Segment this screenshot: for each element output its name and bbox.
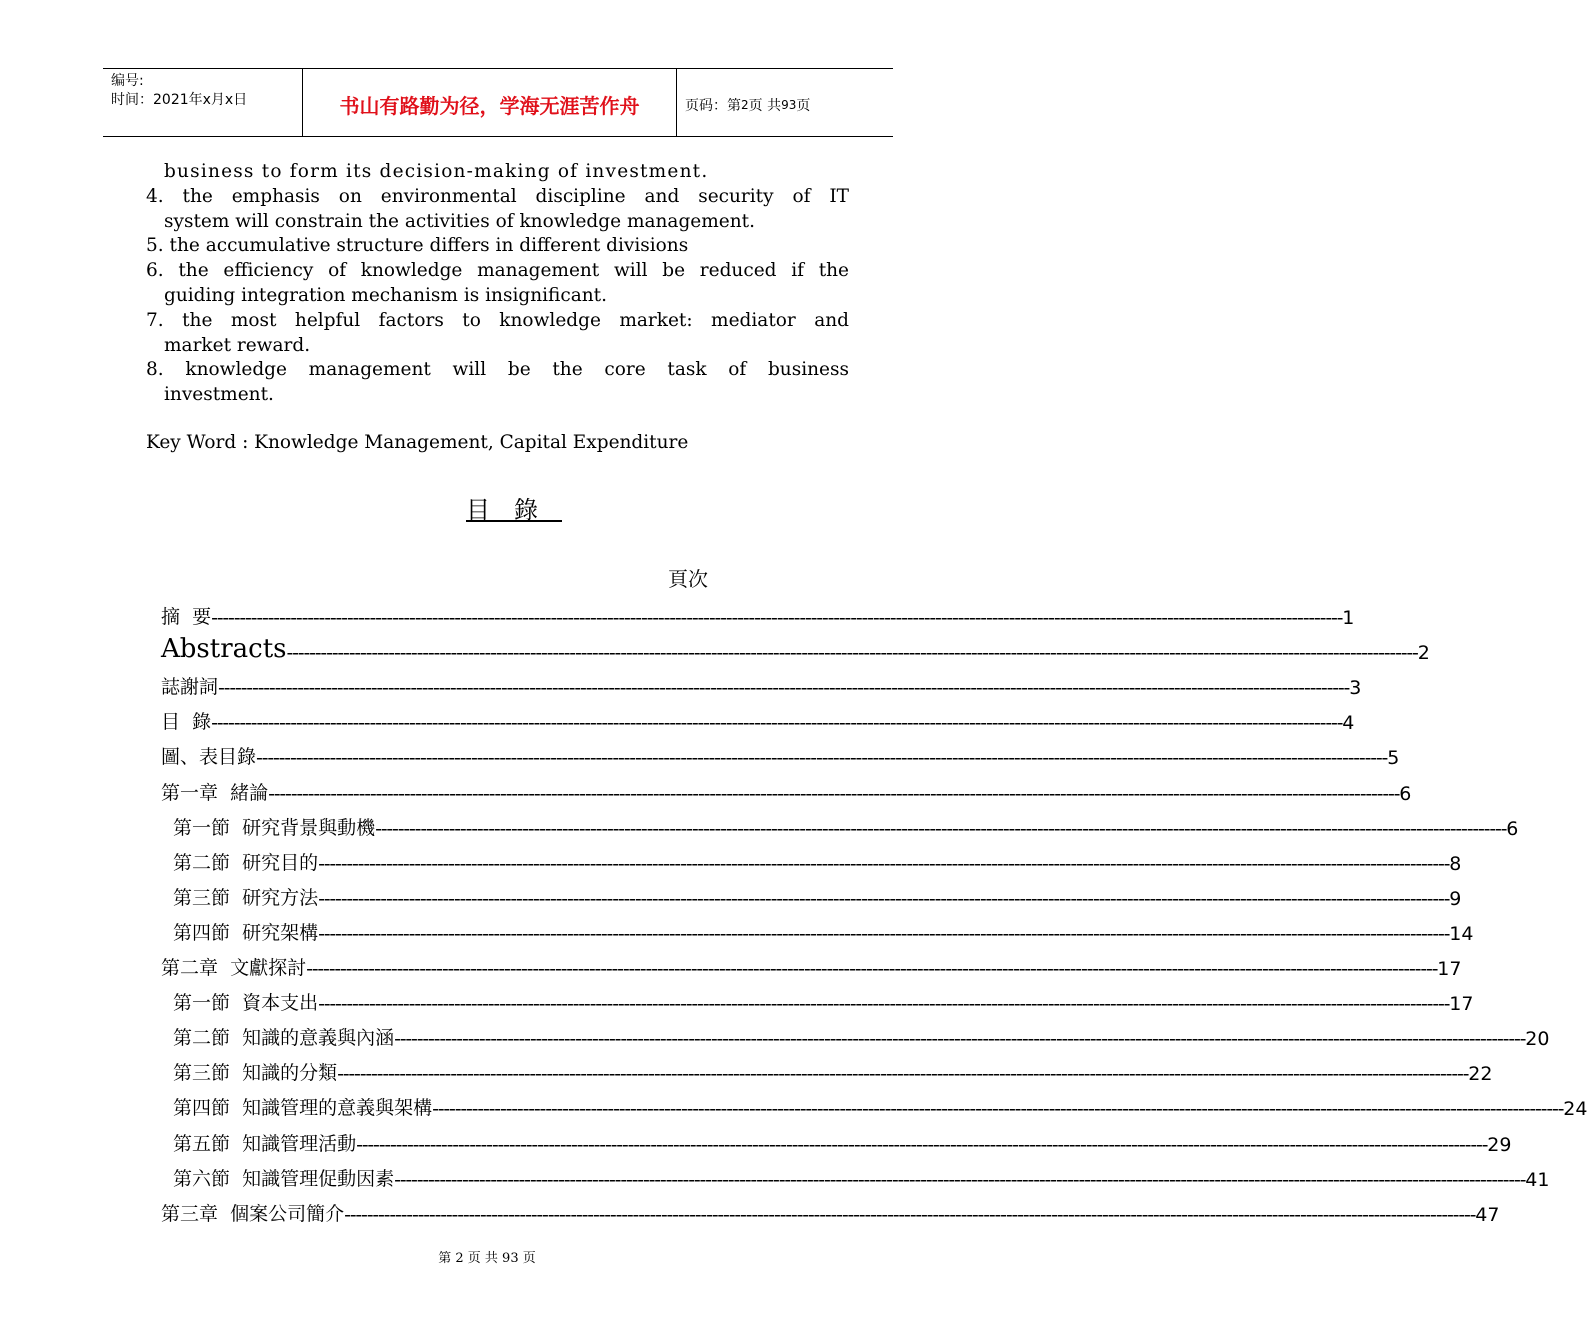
toc-entry-page: 6 [1399, 782, 1412, 805]
time-label: 时间：2021年x月x日 [111, 92, 248, 108]
page-label-prefix: 页码：第 [685, 97, 741, 114]
toc-leader: -------------------------------------------------------------------------------------------------------------------------------------------------------------------------------------------------------- [286, 642, 1418, 665]
toc-entry-page: 2 [1417, 642, 1430, 665]
toc-leader: -------------------------------------------------------------------------------------------------------------------------------------------------------------------------------------------------------- [375, 817, 1507, 840]
toc-leader: -------------------------------------------------------------------------------------------------------------------------------------------------------------------------------------------------------- [211, 607, 1343, 630]
header-page-info [677, 69, 893, 136]
toc-entry-label: 目 錄 [161, 711, 212, 734]
serial-label: 编号: [111, 73, 144, 89]
toc-leader: -------------------------------------------------------------------------------------------------------------------------------------------------------------------------------------------------------- [218, 677, 1350, 700]
toc-entry-label: 誌謝詞 [161, 676, 219, 699]
toc-entry[interactable] [161, 769, 1412, 805]
page-label-suffix: 页 [796, 97, 811, 114]
body-line: 5. the accumulative structure differs in different divisions [146, 235, 689, 257]
toc-leader: -------------------------------------------------------------------------------------------------------------------------------------------------------------------------------------------------------- [337, 1063, 1469, 1086]
table-of-contents [161, 594, 1587, 1226]
body-line: guiding integration mechanism is insignificant. [164, 284, 607, 306]
toc-entry[interactable] [161, 699, 1355, 735]
toc-leader: -------------------------------------------------------------------------------------------------------------------------------------------------------------------------------------------------------- [344, 1203, 1476, 1226]
toc-entry-label: 第三節 知識的分類 [173, 1062, 338, 1085]
toc-entry-label: 第一章 緒論 [161, 781, 269, 804]
toc-leader: -------------------------------------------------------------------------------------------------------------------------------------------------------------------------------------------------------- [394, 1168, 1526, 1191]
toc-entry-page: 22 [1468, 1063, 1493, 1086]
toc-leader: -------------------------------------------------------------------------------------------------------------------------------------------------------------------------------------------------------- [306, 958, 1438, 981]
toc-entry[interactable] [161, 840, 1462, 875]
page-footer: 第 2 页 共 93 页 [438, 1251, 536, 1266]
toc-entry[interactable] [161, 1191, 1500, 1226]
toc-entry-label: 第五節 知識管理活動 [173, 1132, 357, 1155]
toc-entry-label: 第二節 研究目的 [173, 851, 319, 874]
header-meta [103, 69, 303, 136]
toc-entry-label: 第一節 研究背景與動機 [173, 816, 376, 839]
body-line: 6. the efficiency of knowledge management will be reduced if the [146, 260, 849, 282]
body-line: business to form its decision-making of investment. [164, 161, 709, 182]
toc-entry[interactable] [161, 875, 1462, 910]
toc-entry-label: Abstracts [161, 634, 287, 665]
toc-entry-label: 第四節 知識管理的意義與架構 [173, 1097, 433, 1120]
page-label-mid: 页 共 [748, 97, 782, 114]
toc-leader: -------------------------------------------------------------------------------------------------------------------------------------------------------------------------------------------------------- [356, 1133, 1488, 1156]
toc-entry-label: 第三節 研究方法 [173, 886, 319, 909]
toc-entry-page: 20 [1525, 1028, 1550, 1051]
toc-entry-label: 第二節 知識的意義與內涵 [173, 1027, 395, 1050]
toc-entry-label: 第四節 研究架構 [173, 921, 319, 944]
toc-entry[interactable] [161, 910, 1474, 945]
toc-leader: -------------------------------------------------------------------------------------------------------------------------------------------------------------------------------------------------------- [318, 922, 1450, 945]
toc-entry-page: 41 [1525, 1168, 1550, 1191]
toc-entry-label: 第一節 資本支出 [173, 992, 319, 1015]
abstract-body [146, 160, 849, 408]
body-line: 8. knowledge management will be the core task of business [146, 359, 849, 381]
toc-page-header: 頁次 [668, 567, 708, 591]
toc-leader: -------------------------------------------------------------------------------------------------------------------------------------------------------------------------------------------------------- [256, 747, 1388, 770]
toc-entry[interactable] [161, 664, 1362, 700]
toc-entry-label: 第六節 知識管理促動因素 [173, 1167, 395, 1190]
body-line: system will constrain the activities of knowledge management. [164, 210, 755, 232]
toc-entry[interactable] [161, 945, 1462, 981]
toc-leader: -------------------------------------------------------------------------------------------------------------------------------------------------------------------------------------------------------- [318, 852, 1450, 875]
toc-leader: -------------------------------------------------------------------------------------------------------------------------------------------------------------------------------------------------------- [318, 887, 1450, 910]
header-motto: 书山有路勤为径，学海无涯苦作舟 [303, 69, 677, 136]
toc-entry-page: 6 [1506, 817, 1519, 840]
toc-entry-label: 圖、表目錄 [161, 746, 257, 769]
toc-entry[interactable] [161, 1156, 1550, 1191]
body-line: 7. the most helpful factors to knowledge market: mediator and [146, 309, 849, 331]
toc-entry[interactable] [161, 1120, 1512, 1156]
toc-leader: -------------------------------------------------------------------------------------------------------------------------------------------------------------------------------------------------------- [268, 782, 1400, 805]
keywords-line: Key Word : Knowledge Management, Capital Expenditure [146, 432, 689, 453]
toc-entry[interactable] [161, 734, 1400, 770]
page-total: 93 [781, 97, 797, 112]
body-line: 4. the emphasis on environmental discipline and security of IT [146, 185, 849, 207]
toc-entry[interactable] [161, 1050, 1493, 1086]
toc-entry-page: 24 [1563, 1098, 1587, 1121]
toc-entry[interactable] [161, 980, 1474, 1016]
body-line: market reward. [164, 334, 311, 356]
toc-entry-page: 47 [1475, 1203, 1500, 1226]
toc-entry-page: 17 [1437, 958, 1462, 981]
toc-entry-page: 9 [1449, 887, 1462, 910]
toc-entry[interactable] [161, 1085, 1587, 1121]
toc-entry-label: 第二章 文獻探討 [161, 957, 307, 980]
page-current: 2 [741, 97, 749, 112]
page-header [103, 68, 893, 137]
toc-entry-page: 5 [1387, 747, 1400, 770]
toc-entry[interactable] [161, 805, 1519, 840]
toc-entry-page: 17 [1449, 993, 1474, 1016]
body-line: investment. [164, 384, 274, 406]
toc-leader: -------------------------------------------------------------------------------------------------------------------------------------------------------------------------------------------------------- [211, 712, 1343, 735]
toc-entry[interactable] [161, 1015, 1550, 1051]
toc-leader: -------------------------------------------------------------------------------------------------------------------------------------------------------------------------------------------------------- [318, 993, 1450, 1016]
toc-title: 目錄 [466, 496, 562, 524]
toc-entry-page: 29 [1487, 1133, 1512, 1156]
toc-entry-page: 4 [1342, 712, 1355, 735]
toc-leader: -------------------------------------------------------------------------------------------------------------------------------------------------------------------------------------------------------- [432, 1098, 1564, 1121]
toc-entry-label: 摘 要 [161, 606, 212, 629]
toc-leader: -------------------------------------------------------------------------------------------------------------------------------------------------------------------------------------------------------- [394, 1028, 1526, 1051]
toc-entry[interactable] [161, 629, 1430, 665]
toc-entry-page: 8 [1449, 852, 1462, 875]
toc-entry-page: 1 [1342, 607, 1355, 630]
toc-entry[interactable] [161, 594, 1355, 630]
toc-entry-page: 14 [1449, 922, 1474, 945]
toc-entry-label: 第三章 個案公司簡介 [161, 1202, 345, 1225]
toc-entry-page: 3 [1349, 677, 1362, 700]
